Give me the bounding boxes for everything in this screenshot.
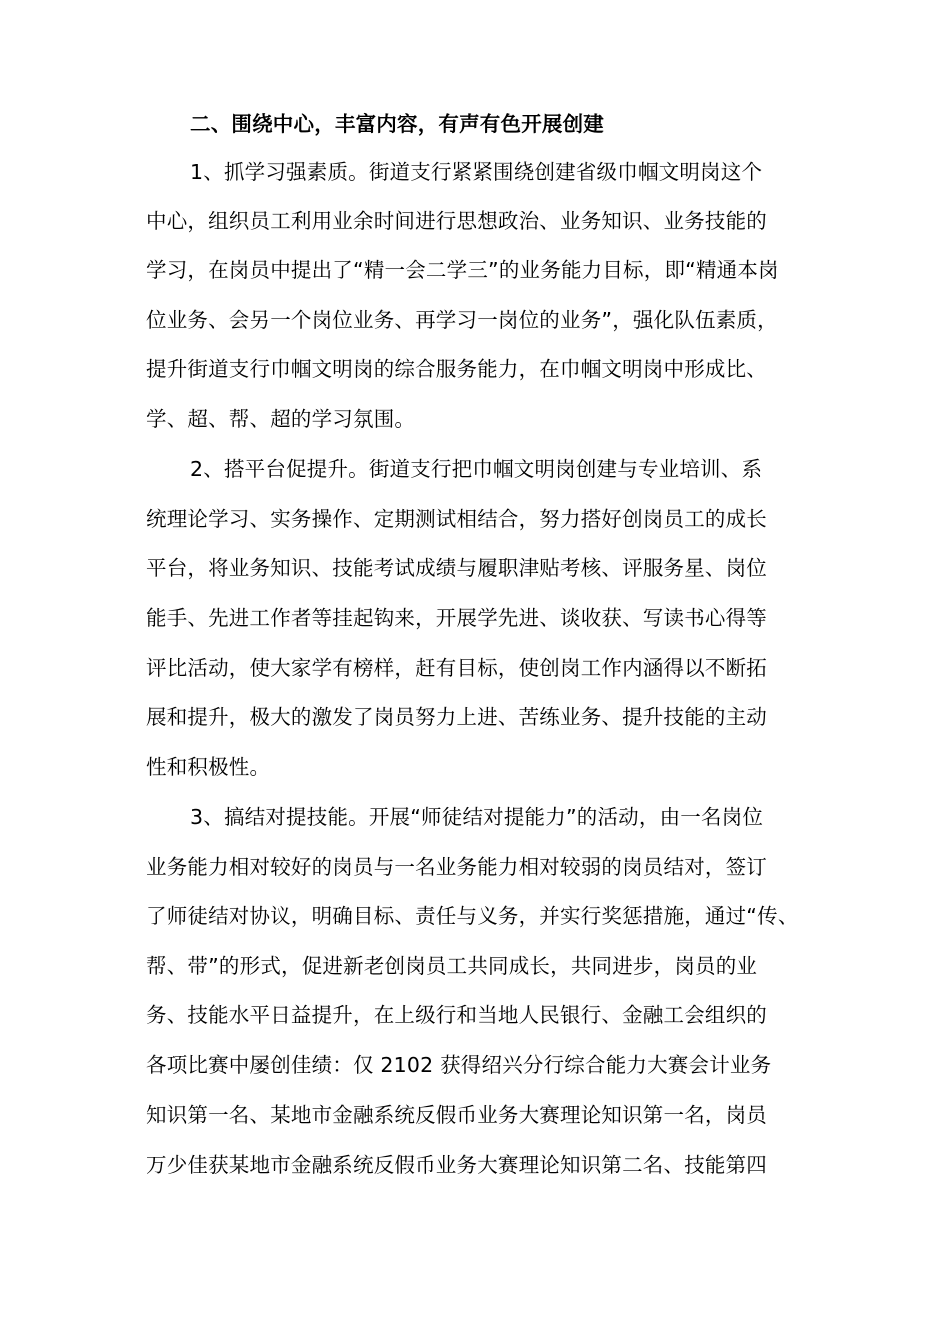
paragraph-2-line-3: 平台，将业务知识、技能考试成绩与履职津贴考核、评服务星、岗位 xyxy=(146,556,767,580)
paragraph-2-line-7: 性和积极性。 xyxy=(146,755,271,779)
paragraph-2-line-4: 能手、先进工作者等挂起钩来，开展学先进、谈收获、写读书心得等 xyxy=(146,606,767,630)
paragraph-2-line-6: 展和提升，极大的激发了岗员努力上进、苦练业务、提升技能的主动 xyxy=(146,705,767,729)
paragraph-3-line-6: 各项比赛中屡创佳绩：仅 2102 获得绍兴分行综合能力大赛会计业务 xyxy=(146,1053,772,1077)
paragraph-1-line-2: 中心，组织员工利用业余时间进行思想政治、业务知识、业务技能的 xyxy=(146,209,767,233)
paragraph-1-line-3: 学习，在岗员中提出了“精一会二学三”的业务能力目标，即“精通本岗 xyxy=(146,258,779,282)
paragraph-3-line-8: 万少佳获某地市金融系统反假币业务大赛理论知识第二名、技能第四 xyxy=(146,1153,767,1177)
paragraph-3-line-3: 了师徒结对协议，明确目标、责任与义务，并实行奖惩措施，通过“传、 xyxy=(146,904,799,928)
paragraph-2-line-1: 2、搭平台促提升。街道支行把巾帼文明岗创建与专业培训、系 xyxy=(190,457,763,481)
paragraph-3-line-2: 业务能力相对较好的岗员与一名业务能力相对较弱的岗员结对，签订 xyxy=(146,855,767,879)
paragraph-2-line-2: 统理论学习、实务操作、定期测试相结合，努力搭好创岗员工的成长 xyxy=(146,507,767,531)
paragraph-3-line-1: 3、搞结对提技能。开展“师徒结对提能力”的活动，由一名岗位 xyxy=(190,805,764,829)
paragraph-3-line-4: 帮、带”的形式，促进新老创岗员工共同成长，共同进步，岗员的业 xyxy=(146,954,758,978)
paragraph-1-line-6: 学、超、帮、超的学习氛围。 xyxy=(146,407,416,431)
paragraph-2-line-5: 评比活动，使大家学有榜样，赶有目标，使创岗工作内涵得以不断拓 xyxy=(146,656,767,680)
paragraph-3-line-5: 务、技能水平日益提升，在上级行和当地人民银行、金融工会组织的 xyxy=(146,1003,767,1027)
paragraph-3-line-7: 知识第一名、某地市金融系统反假币业务大赛理论知识第一名，岗员 xyxy=(146,1103,767,1127)
paragraph-1-line-5: 提升街道支行巾帼文明岗的综合服务能力，在巾帼文明岗中形成比、 xyxy=(146,357,767,381)
paragraph-1-line-4: 位业务、会另一个岗位业务、再学习一岗位的业务”，强化队伍素质， xyxy=(146,308,778,332)
paragraph-1-line-1: 1、抓学习强素质。街道支行紧紧围绕创建省级巾帼文明岗这个 xyxy=(190,160,763,184)
section-heading: 二、围绕中心，丰富内容，有声有色开展创建 xyxy=(190,112,604,136)
